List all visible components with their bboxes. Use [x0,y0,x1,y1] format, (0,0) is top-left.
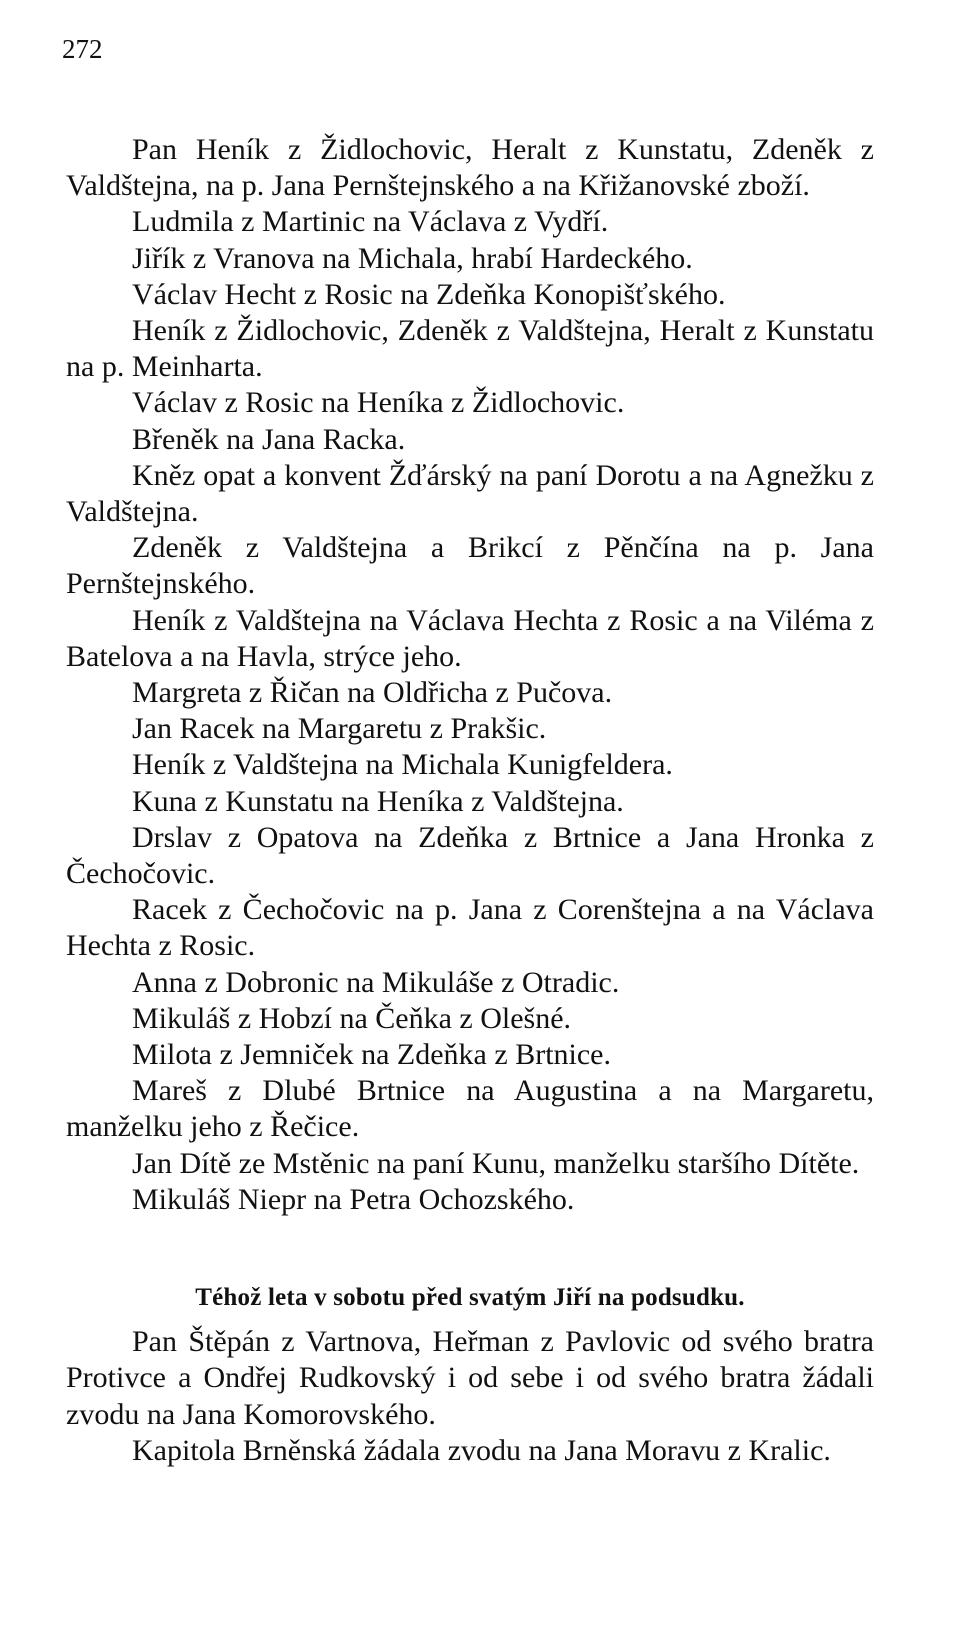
entry-paragraph: Václav z Rosic na Heníka z Židlochovic. [132,386,625,420]
entry-paragraph: Zdeněk z Valdštejna a Brikcí z Pěnčína na p. Jana Pernštejnského. [66,531,874,601]
entry-paragraph: Ludmila z Martinic na Václava z Vydří. [132,205,609,239]
entry-paragraph: Margreta z Řičan na Oldřicha z Pučova. [132,676,613,710]
entry-paragraph: Jan Racek na Margaretu z Prakšic. [132,712,547,746]
entry-paragraph: Pan Štěpán z Vartnova, Heřman z Pavlovic od svého bratra Protivce a Ondřej Rudkovský i od sebe i od svého bratra žádali zvodu na Jana Komorovského. [66,1325,874,1431]
entry-paragraph: Jan Dítě ze Mstěnic na paní Kunu, manželku staršího Dítěte. [132,1146,860,1180]
entry-paragraph: Václav Hecht z Rosic na Zdeňka Konopišťského. [132,277,726,311]
entry-paragraph: Anna z Dobronic na Mikuláše z Otradic. [132,965,620,999]
entry-paragraph: Kněz opat a konvent Žďárský na paní Dorotu a na Agnežku z Valdštejna. [66,458,874,529]
entry-paragraph: Kapitola Brněnská žádala zvodu na Jana Moravu z Kralic. [132,1433,831,1467]
entry-paragraph: Heník z Valdštejna na Václava Hechta z Rosic a na Viléma z Batelova a na Havla, strýce jeho. [66,603,874,673]
entry-paragraph: Kuna z Kunstatu na Heníka z Valdštejna. [132,784,624,818]
entry-list-1 [66,132,874,1218]
entry-paragraph: Heník z Židlochovic, Zdeněk z Valdštejna, Heralt z Kunstatu na p. Meinharta. [66,314,874,384]
entry-paragraph: Milota z Jemniček na Zdeňka z Brtnice. [132,1038,611,1072]
section-heading: Téhož leta v sobotu před svatým Jiří na podsudku. [195,1284,745,1312]
entry-paragraph: Pan Heník z Židlochovic, Heralt z Kunstatu, Zdeněk z Valdštejna, na p. Jana Pernštejnského a na Křižanovské zboží. [66,133,874,203]
entry-paragraph: Drslav z Opatova na Zdeňka z Brtnice a Jana Hronka z Čechočovic. [66,820,874,891]
entry-paragraph: Břeněk na Jana Racka. [132,422,406,456]
page-number: 272 [62,34,103,64]
entry-paragraph: Racek z Čechočovic na p. Jana z Corenštejna a na Václava Hechta z Rosic. [66,893,874,963]
entry-paragraph: Jiřík z Vranova na Michala, hrabí Hardeckého. [132,241,693,275]
entry-paragraph: Heník z Valdštejna na Michala Kunigfeldera. [132,748,673,782]
entry-paragraph: Mikuláš Niepr na Petra Ochozského. [132,1182,575,1216]
document-page [62,34,874,1469]
entry-paragraph: Mareš z Dlubé Brtnice na Augustina a na Margaretu, manželku jeho z Řečice. [66,1074,874,1144]
entry-list-2 [66,1324,874,1469]
entry-paragraph: Mikuláš z Hobzí na Čeňka z Olešné. [132,1001,572,1035]
